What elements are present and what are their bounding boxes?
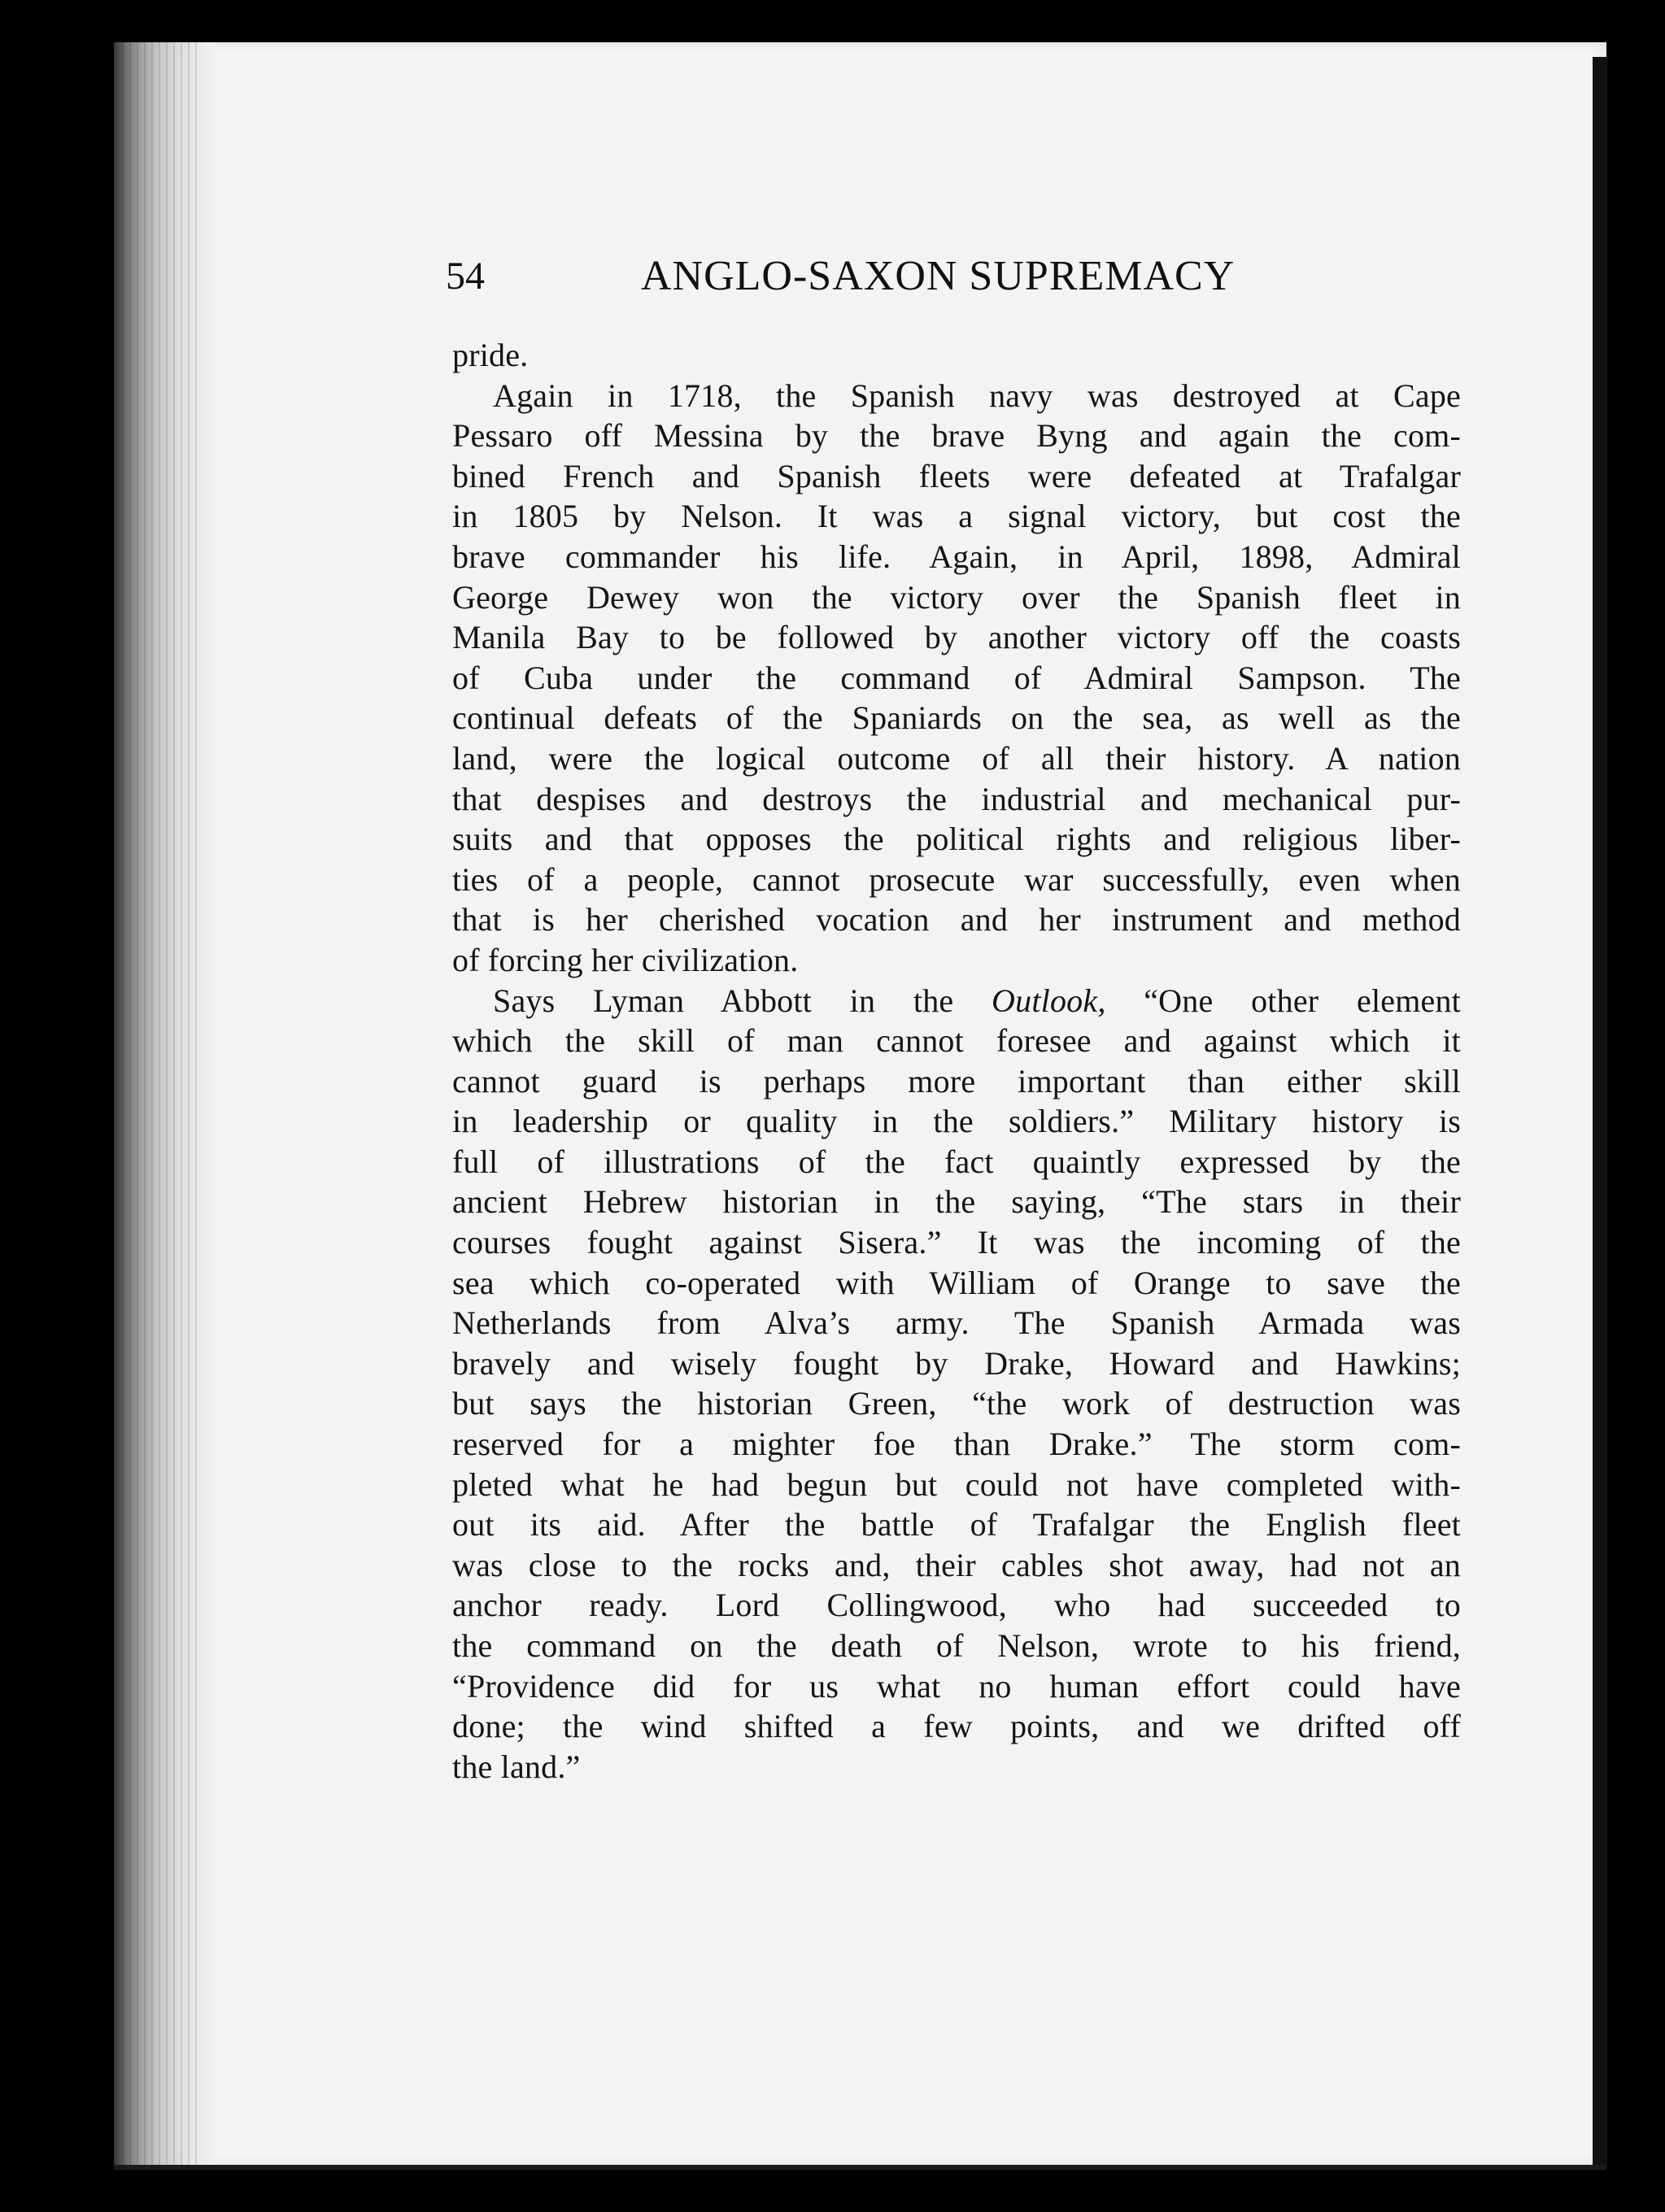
text-line: continual defeats of the Spaniards on the sea, as well as the <box>452 699 1461 737</box>
text-line: bravely and wisely fought by Drake, Howard and Hawkins; <box>452 1344 1461 1382</box>
text-line: Again in 1718, the Spanish navy was destroyed at Cape <box>493 377 1461 414</box>
text-line: the land.” <box>452 1748 581 1785</box>
text-line: full of illustrations of the fact quaintly expressed by the <box>452 1143 1461 1180</box>
text-line-part: Says Lyman Abbott in the <box>493 982 992 1019</box>
text-line: out its aid. After the battle of Trafalgar the English fleet <box>452 1506 1461 1544</box>
text-line: the command on the death of Nelson, wrote to his friend, <box>452 1627 1461 1664</box>
text-line: that despises and destroys the industrial and mechanical pur- <box>452 780 1461 817</box>
text-line: of Cuba under the command of Admiral Sampson. The <box>452 659 1461 696</box>
running-title: ANGLO-SAXON SUPREMACY <box>641 253 1236 299</box>
page-bottom-edge <box>114 2165 1606 2170</box>
text-line: ties of a people, cannot prosecute war successfully, even when <box>452 860 1461 898</box>
text-line: pleted what he had begun but could not have completed with- <box>452 1465 1461 1503</box>
text-line: done; the wind shifted a few points, and we drifted off <box>452 1708 1461 1745</box>
text-line: that is her cherished vocation and her instrument and method <box>452 901 1461 938</box>
body-text <box>452 335 1461 1787</box>
text-line: suits and that opposes the political rights and religious liber- <box>452 821 1461 858</box>
text-line: anchor ready. Lord Collingwood, who had succeeded to <box>452 1587 1461 1624</box>
text-line-with-italic <box>452 981 1461 1021</box>
text-line: but says the historian Green, “the work of destruction was <box>452 1385 1461 1422</box>
text-line: of forcing her civilization. <box>452 941 799 978</box>
text-line: courses fought against Sisera.” It was the incoming of the <box>452 1224 1461 1261</box>
text-line: Manila Bay to be followed by another victory off the coasts <box>452 619 1461 656</box>
binding-edge <box>122 42 199 2166</box>
text-line: Netherlands from Alva’s army. The Spanish Armada was <box>452 1304 1461 1342</box>
page-right-edge <box>1593 57 1607 2166</box>
text-line: which the skill of man cannot foresee and against which it <box>452 1022 1461 1060</box>
periodical-title: Outlook, <box>992 982 1106 1019</box>
text-line: ancient Hebrew historian in the saying, “The stars in their <box>452 1183 1461 1221</box>
text-line: reserved for a mighter foe than Drake.” The storm com- <box>452 1426 1461 1463</box>
text-line: pride. <box>452 337 529 373</box>
text-line-part: “One other element <box>1105 982 1461 1019</box>
text-line: Pessaro off Messina by the brave Byng and again the com- <box>452 417 1461 455</box>
text-line: cannot guard is perhaps more important than either skill <box>452 1062 1461 1099</box>
text-line: “Providence did for us what no human effort could have <box>452 1667 1461 1705</box>
page-number: 54 <box>446 255 485 298</box>
text-line: in leadership or quality in the soldiers.” Military history is <box>452 1103 1461 1140</box>
text-line: bined French and Spanish fleets were defeated at Trafalgar <box>452 457 1461 494</box>
text-line: brave commander his life. Again, in April, 1898, Admiral <box>452 538 1461 575</box>
text-line: George Dewey won the victory over the Spanish fleet in <box>452 578 1461 616</box>
running-header <box>446 248 1259 305</box>
text-line: in 1805 by Nelson. It was a signal victory, but cost the <box>452 498 1461 535</box>
text-line: was close to the rocks and, their cables shot away, had not an <box>452 1546 1461 1583</box>
text-line: sea which co-operated with William of Orange to save the <box>452 1264 1461 1301</box>
text-line: land, were the logical outcome of all their history. A nation <box>452 739 1461 777</box>
